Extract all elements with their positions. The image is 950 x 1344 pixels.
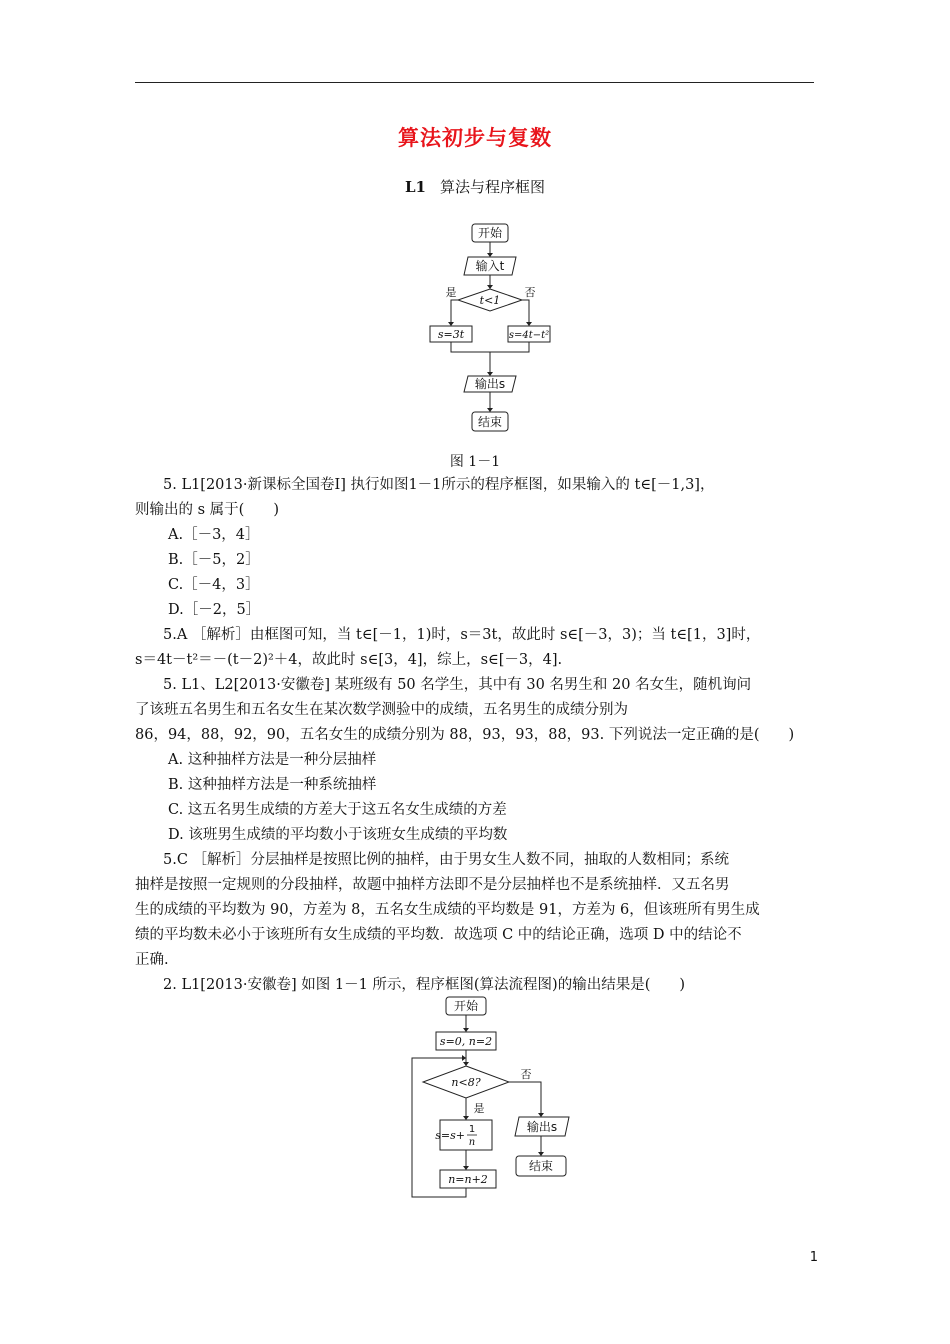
q2-stem-line2: 了该班五名男生和五名女生在某次数学测验中的成绩，五名男生的成绩分别为 bbox=[135, 702, 628, 718]
fc2-condition-label: n<8? bbox=[451, 1076, 481, 1089]
q2-option-d: D. 该班男生成绩的平均数小于该班女生成绩的平均数 bbox=[168, 827, 508, 843]
q2-stem-line3: 86，94，88，92，90，五名女生的成绩分别为 88，93，93，88，93. 下列说法一定正确的是( ) bbox=[135, 727, 795, 743]
fc2-no-label: 否 bbox=[520, 1068, 532, 1081]
q2-answer-line4: 绩的平均数未必小于该班所有女生成绩的平均数．故选项 C 中的结论正确，选项 D 中的结论不 bbox=[135, 927, 742, 943]
section-code: L1 bbox=[405, 178, 426, 196]
q1-answer-line2: s＝4t－t²＝－(t－2)²＋4，故此时 s∈[3，4]，综上，s∈[－3，4]. bbox=[135, 652, 563, 668]
fc1-start-label: 开始 bbox=[477, 226, 503, 240]
q2-option-c: C. 这五名男生成绩的方差大于这五名女生成绩的方差 bbox=[168, 802, 507, 818]
q1-option-a: A.［－3，4］ bbox=[168, 527, 260, 543]
fc1-end-label: 结束 bbox=[477, 415, 503, 429]
section-title: 算法与程序框图 bbox=[439, 178, 545, 196]
fc2-yes-label: 是 bbox=[473, 1102, 485, 1115]
q1-option-d: D.［－2，5］ bbox=[168, 602, 261, 618]
q2-answer-line5: 正确. bbox=[135, 952, 169, 968]
fc1-left-label: s=3t bbox=[437, 328, 465, 341]
q2-option-a: A. 这种抽样方法是一种分层抽样 bbox=[168, 752, 377, 768]
q1-option-c: C.［－4，3］ bbox=[168, 577, 260, 593]
fc1-condition-label: t<1 bbox=[479, 294, 501, 307]
q1-stem-line1: 5. L1[2013·新课标全国卷Ⅰ] 执行如图1－1所示的程序框图，如果输入的 t∈[－1,3]， bbox=[163, 477, 715, 493]
fc2-output-label: 输出s bbox=[526, 1120, 558, 1134]
fc2-end-label: 结束 bbox=[528, 1159, 554, 1173]
fc1-right-label: s=4t−t² bbox=[508, 330, 550, 341]
fc2-init-label: s=0, n=2 bbox=[439, 1035, 493, 1048]
page-title: 算法初步与复数 bbox=[398, 126, 552, 150]
fc2-frac-numerator: 1 bbox=[468, 1124, 476, 1135]
fc2-frac-denominator: n bbox=[468, 1137, 476, 1148]
q1-answer-line1: 5.A ［解析］由框图可知，当 t∈[－1，1)时，s＝3t，故此时 s∈[－3，3)；当 t∈[1，3]时， bbox=[163, 627, 761, 643]
q2-stem-line1: 5. L1、L2[2013·安徽卷] 某班级有 50 名学生，其中有 30 名男生和 20 名女生，随机询问 bbox=[163, 677, 752, 693]
fc1-yes-label: 是 bbox=[445, 286, 457, 299]
q3-stem-line1: 2. L1[2013·安徽卷] 如图 1－1 所示，程序框图(算法流程图)的输出结果是( ) bbox=[163, 977, 686, 993]
q1-stem-line2: 则输出的 s 属于( ) bbox=[135, 502, 279, 518]
fc1-output-label: 输出s bbox=[474, 377, 506, 391]
q1-option-b: B.［－5，2］ bbox=[168, 552, 260, 568]
q2-answer-line2: 抽样是按照一定规则的分段抽样，故题中抽样方法即不是分层抽样也不是系统抽样．又五名男 bbox=[135, 877, 730, 893]
fc1-input-label: 输入t bbox=[475, 259, 505, 273]
q2-answer-line1: 5.C ［解析］分层抽样是按照比例的抽样，由于男女生人数不同，抽取的人数相同；系统 bbox=[163, 852, 730, 868]
fc2-start-label: 开始 bbox=[453, 999, 479, 1013]
fc2-body-label: s=s+ bbox=[435, 1129, 465, 1142]
figure-caption: 图 1－1 bbox=[449, 454, 501, 470]
page-number: 1 bbox=[809, 1250, 818, 1265]
q2-option-b: B. 这种抽样方法是一种系统抽样 bbox=[168, 777, 377, 793]
q2-answer-line3: 生的成绩的平均数为 90，方差为 8，五名女生成绩的平均数是 91，方差为 6，但该班所有男生成 bbox=[135, 902, 760, 918]
fc2-increment-label: n=n+2 bbox=[448, 1173, 488, 1186]
fc1-no-label: 否 bbox=[524, 286, 536, 299]
